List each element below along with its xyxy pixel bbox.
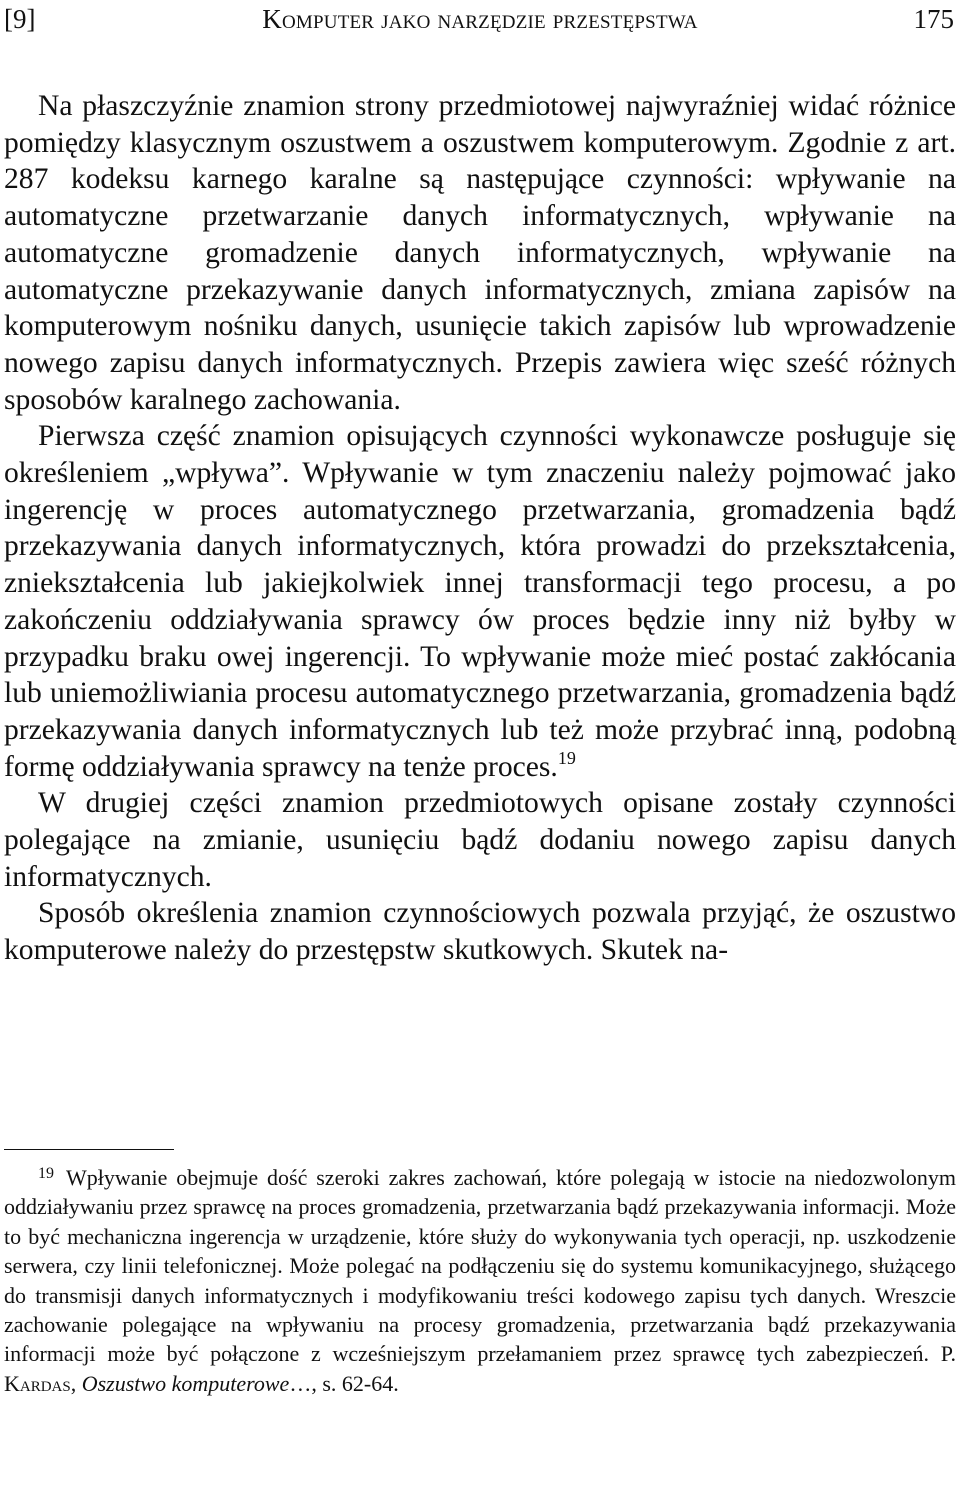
document-page — [4, 0, 956, 1499]
paragraph: W drugiej części znamion przedmiotowych opisane zostały czynności polegające na zmianie, usunięciu bądź dodaniu nowego zapisu danych informatycznych. — [4, 787, 956, 893]
running-header — [4, 2, 956, 36]
main-text — [4, 88, 956, 969]
paragraph — [4, 418, 956, 785]
footnote-reference[interactable]: 19 — [557, 747, 576, 768]
paragraph: Sposób określenia znamion czynnościowych pozwala przyjąć, że oszustwo komputerowe należy do przestępstw skutkowych. Skutek na- — [4, 897, 956, 967]
footnote-separator — [4, 1149, 174, 1150]
citation-tail: …, s. 62-64. — [289, 1370, 399, 1396]
citation-author: P. Kardas — [4, 1341, 956, 1396]
footnote-number: 19 — [38, 1165, 54, 1182]
section-number: [9] — [4, 4, 36, 34]
footnotes — [4, 1163, 956, 1398]
running-title: Komputer jako narzędzie przestępstwa — [262, 4, 698, 34]
footnote: $^{19}$ Wpływanie obejmuje dość szeroki zakres zachowań, które polegają w istocie na niedozwolonym oddziaływaniu przez sprawcę na proces gromadzenia, przetwarzania bądź przekazywania informacji. Może to być mechaniczna ingerencja w urządzenie, które służy do wykonywania tych operacji, np. uszkodzenie serwera, czy linii telefonicznej. Może polegać na podłączeniu się do systemu komunikacyjnego, służącego do transmisji danych informatycznych i modyfikowaniu treści kodowego zapisu tych danych. Wreszcie zachowanie polegające na wpływaniu na procesy gromadzenia, przetwarzania bądź przekazywania informacji może być połączone z wcześniejszym przełamaniem przez sprawcę tych zabezpieczeń. P. Kardas, Oszustwo komputerowe…, s. 62-64. — [4, 1165, 956, 1396]
paragraph-text: Pierwsza część znamion opisujących czynności wykonawcze posługuje się określeniem „wpływa”. Wpływanie w tym znaczeniu należy pojmować jako ingerencję w proces automatycznego przetwarzania, gromadzenia bądź przekazywania danych informatycznych, która prowadzi do przekształcenia, zniekształcenia lub jakiejkolwiek innej transformacji tego procesu, a po zakończeniu oddziaływania sprawcy ów proces będzie inny niż byłby w przypadku braku owej ingerencji. To wpływanie może mieć postać zakłócania lub uniemożliwiania procesu automatycznego przetwarzania, gromadzenia bądź przekazywania danych informatycznych lub też może przybrać inną, podobną formę oddziaływania sprawcy na tenże proces. — [4, 420, 956, 783]
footnote-text: Wpływanie obejmuje dość szeroki zakres zachowań, które polegają w istocie na niedozwolonym oddziaływaniu przez sprawcę na proces gromadzenia, przetwarzania bądź przekazywania informacji. Może to być mechaniczna ingerencja w urządzenie, które służy do wykonywania tych operacji, np. uszkodzenie serwera, czy linii telefonicznej. Może polegać na podłączeniu się do systemu komunikacyjnego, służącego do transmisji danych informatycznych i modyfikowaniu treści kodowego zapisu tych danych. Wreszcie zachowanie polegające na wpływaniu na procesy gromadzenia, przetwarzania bądź przekazywania informacji może być połączone z wcześniejszym przełamaniem przez sprawcę tych zabezpieczeń. — [4, 1165, 956, 1367]
page-number: 175 — [913, 4, 954, 34]
paragraph: Na płaszczyźnie znamion strony przedmiotowej najwyraźniej widać różnice pomiędzy klasycznym oszustwem a oszustwem komputerowym. Zgodnie z art. 287 kodeksu karnego karalne są następujące czynności: wpływanie na automatyczne przetwarzanie danych informatycznych, wpływanie na automatyczne gromadzenie danych informatycznych, wpływanie na automatyczne przekazywanie danych informatycznych, zmiana zapisów na komputerowym nośniku danych, usunięcie takich zapisów lub wprowadzenie nowego zapisu danych informatycznych. Przepis zawiera więc sześć różnych sposobów karalnego zachowania. — [4, 90, 956, 416]
citation-title: Oszustwo komputerowe — [81, 1370, 290, 1396]
